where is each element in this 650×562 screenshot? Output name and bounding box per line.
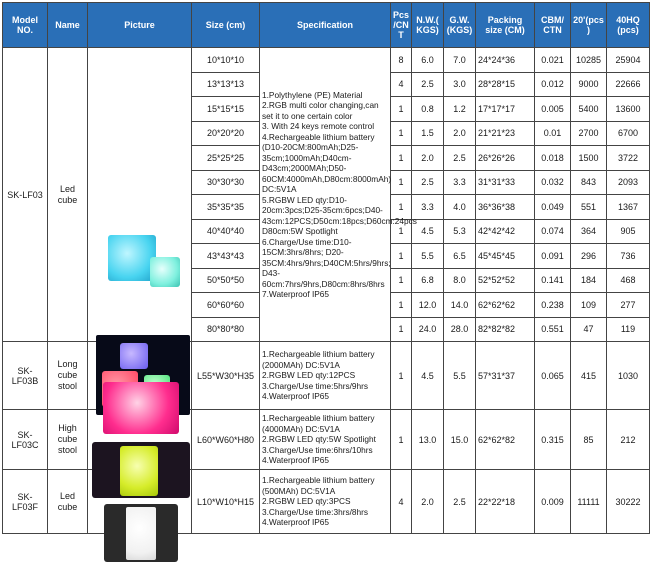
cbm-cell: 0.091 <box>535 244 571 269</box>
c40-cell: 468 <box>607 268 650 293</box>
packing-cell: 24*24*36 <box>476 48 535 73</box>
gw-cell: 28.0 <box>444 317 476 342</box>
c20-cell: 364 <box>571 219 607 244</box>
table-row <box>3 48 650 73</box>
pcs-cell: 8 <box>391 48 412 73</box>
pcs-cell: 1 <box>391 170 412 195</box>
gw-cell: 2.0 <box>444 121 476 146</box>
nw-cell: 0.8 <box>412 97 444 122</box>
packing-cell: 45*45*45 <box>476 244 535 269</box>
size-cell: 40*40*40 <box>192 219 260 244</box>
c20-cell: 85 <box>571 410 607 470</box>
c20-cell: 296 <box>571 244 607 269</box>
c20-cell: 10285 <box>571 48 607 73</box>
cube-cyan <box>150 257 180 287</box>
product-spec-table <box>2 2 650 534</box>
c20-cell: 184 <box>571 268 607 293</box>
c20-cell: 551 <box>571 195 607 220</box>
c40-cell: 1367 <box>607 195 650 220</box>
specification-text: 1.Rechargeable lithium battery (500MAh) DC:5V1A 2.RGBW LED qty:3PCS 3.Charge/Use time:3hrs/8hrs 4.Waterproof IP65 <box>262 475 375 528</box>
header-pcs-per-carton: Pcs /CN T <box>391 3 412 48</box>
pcs-cell: 1 <box>391 293 412 318</box>
cbm-cell: 0.009 <box>535 470 571 534</box>
size-cell: 13*13*13 <box>192 72 260 97</box>
nw-cell: 5.5 <box>412 244 444 269</box>
nw-cell: 1.5 <box>412 121 444 146</box>
specification-text: 1.Rechargeable lithium battery (4000MAh) DC:5V1A 2.RGBW LED qty:5W Spotlight 3.Charge/Use time:6hrs/10hrs 4.Waterproof IP65 <box>262 413 376 466</box>
size-cell: 43*43*43 <box>192 244 260 269</box>
pcs-cell: 1 <box>391 244 412 269</box>
c40-cell: 212 <box>607 410 650 470</box>
cbm-cell: 0.315 <box>535 410 571 470</box>
c40-cell: 1030 <box>607 342 650 410</box>
product-name: Long cube stool <box>48 342 88 410</box>
gw-cell: 5.3 <box>444 219 476 244</box>
pcs-cell: 1 <box>391 268 412 293</box>
product-name: Led cube <box>48 470 88 534</box>
cbm-cell: 0.018 <box>535 146 571 171</box>
c20-cell: 5400 <box>571 97 607 122</box>
product-picture <box>88 470 192 534</box>
gw-cell: 6.5 <box>444 244 476 269</box>
pcs-cell: 1 <box>391 317 412 342</box>
c40-cell: 736 <box>607 244 650 269</box>
packing-cell: 62*62*82 <box>476 410 535 470</box>
header-20ft: 20'(pcs ) <box>571 3 607 48</box>
size-cell: 50*50*50 <box>192 268 260 293</box>
cbm-cell: 0.551 <box>535 317 571 342</box>
table-row <box>3 470 650 534</box>
gw-cell: 14.0 <box>444 293 476 318</box>
size-cell: L55*W30*H35 <box>192 342 260 410</box>
nw-cell: 13.0 <box>412 410 444 470</box>
gw-cell: 5.5 <box>444 342 476 410</box>
c40-cell: 3722 <box>607 146 650 171</box>
gw-cell: 3.0 <box>444 72 476 97</box>
gw-cell: 7.0 <box>444 48 476 73</box>
packing-cell: 28*28*15 <box>476 72 535 97</box>
nw-cell: 3.3 <box>412 195 444 220</box>
size-cell: 35*35*35 <box>192 195 260 220</box>
pcs-cell: 4 <box>391 470 412 534</box>
cbm-cell: 0.049 <box>535 195 571 220</box>
pcs-cell: 1 <box>391 146 412 171</box>
nw-cell: 12.0 <box>412 293 444 318</box>
pcs-cell: 4 <box>391 72 412 97</box>
header-cbm: CBM/ CTN <box>535 3 571 48</box>
model-number: SK-LF03 <box>3 48 48 342</box>
c40-cell: 6700 <box>607 121 650 146</box>
c20-cell: 11111 <box>571 470 607 534</box>
c40-cell: 22666 <box>607 72 650 97</box>
table-row <box>3 410 650 470</box>
size-cell: 30*30*30 <box>192 170 260 195</box>
c20-cell: 415 <box>571 342 607 410</box>
pcs-cell: 1 <box>391 121 412 146</box>
nw-cell: 6.0 <box>412 48 444 73</box>
size-cell: 20*20*20 <box>192 121 260 146</box>
packing-cell: 22*22*18 <box>476 470 535 534</box>
pcs-cell: 1 <box>391 342 412 410</box>
cbm-cell: 0.012 <box>535 72 571 97</box>
specification-cell <box>260 470 391 534</box>
c20-cell: 47 <box>571 317 607 342</box>
nw-cell: 4.5 <box>412 342 444 410</box>
pcs-cell: 1 <box>391 410 412 470</box>
product-name: Led cube <box>48 48 88 342</box>
header-name: Name <box>48 3 88 48</box>
nw-cell: 2.0 <box>412 146 444 171</box>
packing-cell: 17*17*17 <box>476 97 535 122</box>
nw-cell: 24.0 <box>412 317 444 342</box>
c20-cell: 109 <box>571 293 607 318</box>
pcs-cell: 1 <box>391 219 412 244</box>
cbm-cell: 0.005 <box>535 97 571 122</box>
packing-cell: 82*82*82 <box>476 317 535 342</box>
gw-cell: 1.2 <box>444 97 476 122</box>
specification-text: 1.Polythylene (PE) Material 2.RGB multi color changing,can set it to one certain color 3. With 24 keys remote control 4.Rechargeable lithium battery (D10-20CM:800mAh;D25-35cm;1000mAh;D40cm-D43cm;2000MAh;D50-60CM:4000mAh,D80cm:8000mAh) DC:5V1A 5.RGBW LED qty:D10-20cm:3pcs;D25-35cm:6pcs;D40-43cm:12PCS;D50cm:18pcs;D60cm:24pcs D80cm:5W Spotlight 6.Charge/Use time:D10-15CM:3hrs/8hrs; D20-35CM:4hrs/9hrs;D40CM:5hrs/9hrs; D43-60cm:7hrs/9hrs,D80cm:8hrs/8hrs 7.Waterproof IP65 <box>262 89 417 299</box>
size-cell: 10*10*10 <box>192 48 260 73</box>
header-40hq: 40HQ (pcs) <box>607 3 650 48</box>
header-model: Model NO. <box>3 3 48 48</box>
cbm-cell: 0.065 <box>535 342 571 410</box>
header-size: Size (cm) <box>192 3 260 48</box>
packing-cell: 42*42*42 <box>476 219 535 244</box>
specification-cell <box>260 410 391 470</box>
c40-cell: 25904 <box>607 48 650 73</box>
model-number: SK-LF03F <box>3 470 48 534</box>
cbm-cell: 0.01 <box>535 121 571 146</box>
product-picture <box>88 410 192 470</box>
c40-cell: 2093 <box>607 170 650 195</box>
cube-white <box>126 507 156 560</box>
cbm-cell: 0.238 <box>535 293 571 318</box>
nw-cell: 2.5 <box>412 72 444 97</box>
gw-cell: 4.0 <box>444 195 476 220</box>
c20-cell: 1500 <box>571 146 607 171</box>
header-packing-size: Packing size (CM) <box>476 3 535 48</box>
c40-cell: 30222 <box>607 470 650 534</box>
gw-cell: 2.5 <box>444 146 476 171</box>
c20-cell: 9000 <box>571 72 607 97</box>
header-row <box>3 3 650 48</box>
cbm-cell: 0.021 <box>535 48 571 73</box>
pcs-cell: 1 <box>391 97 412 122</box>
c40-cell: 119 <box>607 317 650 342</box>
nw-cell: 2.0 <box>412 470 444 534</box>
gw-cell: 8.0 <box>444 268 476 293</box>
size-cell: L60*W60*H80 <box>192 410 260 470</box>
c20-cell: 2700 <box>571 121 607 146</box>
header-specification: Specification <box>260 3 391 48</box>
packing-cell: 52*52*52 <box>476 268 535 293</box>
pcs-cell: 1 <box>391 195 412 220</box>
packing-cell: 31*31*33 <box>476 170 535 195</box>
gw-cell: 15.0 <box>444 410 476 470</box>
specification-cell <box>260 342 391 410</box>
model-number: SK-LF03C <box>3 410 48 470</box>
nw-cell: 6.8 <box>412 268 444 293</box>
size-cell: 80*80*80 <box>192 317 260 342</box>
header-picture: Picture <box>88 3 192 48</box>
c40-cell: 13600 <box>607 97 650 122</box>
packing-cell: 62*62*62 <box>476 293 535 318</box>
gw-cell: 3.3 <box>444 170 476 195</box>
packing-cell: 36*36*38 <box>476 195 535 220</box>
specification-text: 1.Rechargeable lithium battery (2000MAh) DC:5V1A 2.RGBW LED qty:12PCS 3.Charge/Use time:5hrs/9hrs 4.Waterproof IP65 <box>262 349 375 402</box>
header-net-weight: N.W.( KGS) <box>412 3 444 48</box>
size-cell: 60*60*60 <box>192 293 260 318</box>
product-picture <box>88 48 192 342</box>
c40-cell: 277 <box>607 293 650 318</box>
model-number: SK-LF03B <box>3 342 48 410</box>
gw-cell: 2.5 <box>444 470 476 534</box>
specification-cell <box>260 48 417 342</box>
packing-cell: 21*21*23 <box>476 121 535 146</box>
size-cell: 15*15*15 <box>192 97 260 122</box>
size-cell: 25*25*25 <box>192 146 260 171</box>
header-gross-weight: G.W. (KGS) <box>444 3 476 48</box>
c20-cell: 843 <box>571 170 607 195</box>
product-name: High cube stool <box>48 410 88 470</box>
size-cell: L10*W10*H15 <box>192 470 260 534</box>
nw-cell: 4.5 <box>412 219 444 244</box>
product-picture <box>88 342 192 410</box>
cbm-cell: 0.032 <box>535 170 571 195</box>
packing-cell: 57*31*37 <box>476 342 535 410</box>
table-row <box>3 342 650 410</box>
packing-cell: 26*26*26 <box>476 146 535 171</box>
cbm-cell: 0.074 <box>535 219 571 244</box>
c40-cell: 905 <box>607 219 650 244</box>
nw-cell: 2.5 <box>412 170 444 195</box>
cbm-cell: 0.141 <box>535 268 571 293</box>
cube-blue <box>108 235 156 281</box>
